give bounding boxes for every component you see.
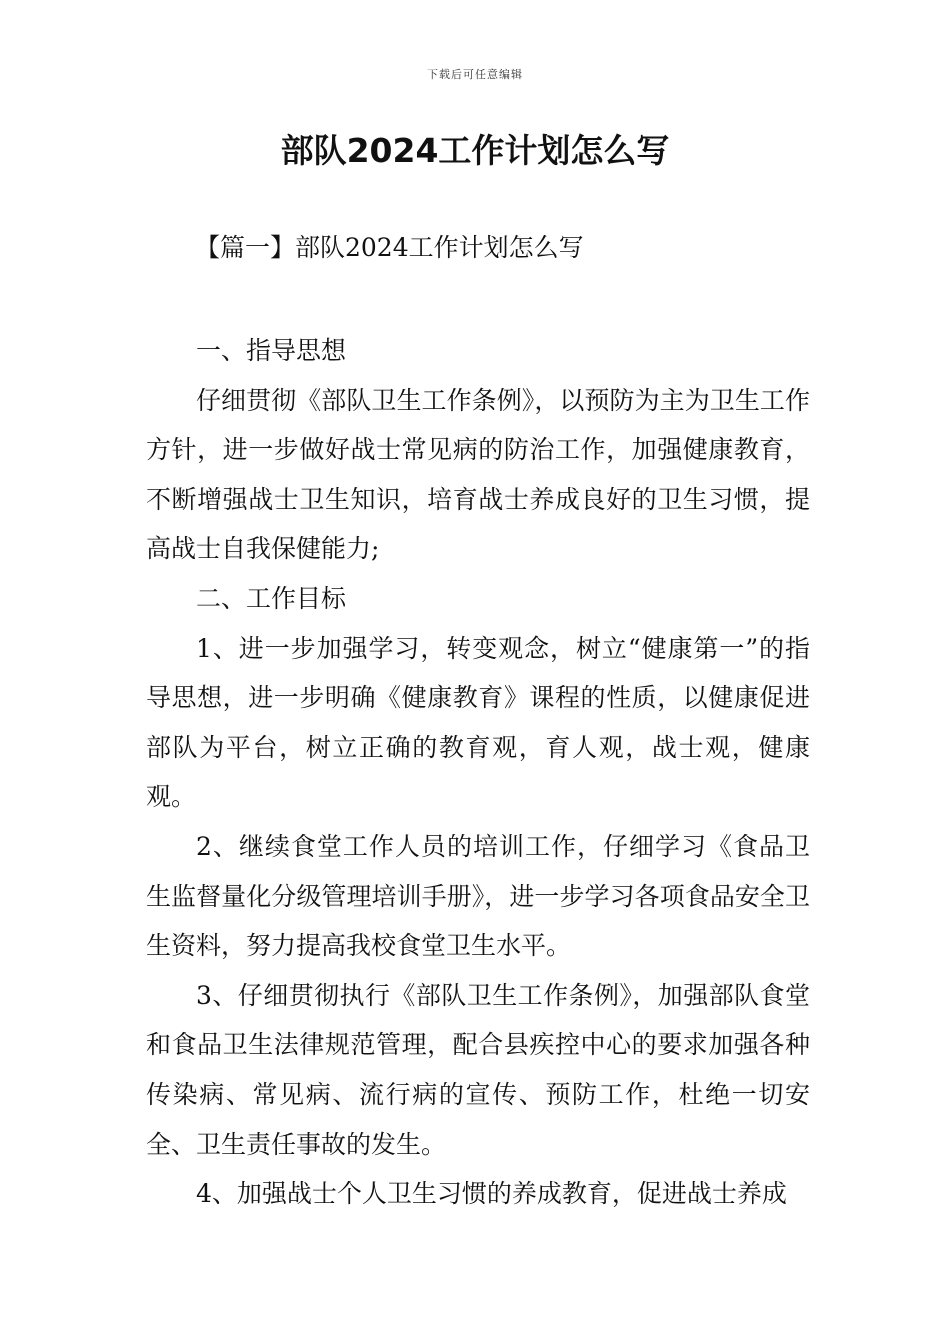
paragraph: 3、仔细贯彻执行《部队卫生工作条例》，加强部队食堂和食品卫生法律规范管理，配合县疾控中心的要求加强各种传染病、常见病、流行病的宣传、预防工作，杜绝一切安全、卫生责任事故的发生。: [146, 980, 810, 1159]
header-note: 下载后可任意编辑: [427, 68, 523, 81]
heading-guiding-ideology: 一、指导思想: [196, 336, 347, 365]
document-body: [146, 326, 810, 1219]
paragraph: 1、进一步加强学习，转变观念，树立“健康第一”的指导思想，进一步明确《健康教育》课程的性质，以健康促进部队为平台，树立正确的教育观，育人观，战士观，健康观。: [146, 633, 810, 812]
paragraph: 仔细贯彻《部队卫生工作条例》，以预防为主为卫生工作方针，进一步做好战士常见病的防治工作，加强健康教育，不断增强战士卫生知识，培育战士养成良好的卫生习惯，提高战士自我保健能力;: [146, 385, 810, 564]
paragraph: 2、继续食堂工作人员的培训工作，仔细学习《食品卫生监督量化分级管理培训手册》，进一步学习各项食品安全卫生资料，努力提高我校食堂卫生水平。: [146, 831, 810, 961]
section-heading: 【篇一】部队2024工作计划怎么写: [195, 233, 584, 262]
document-title: 部队2024工作计划怎么写: [280, 131, 670, 170]
paragraph: 4、加强战士个人卫生习惯的养成教育，促进战士养成: [196, 1179, 787, 1209]
heading-work-goals: 二、工作目标: [196, 583, 347, 613]
